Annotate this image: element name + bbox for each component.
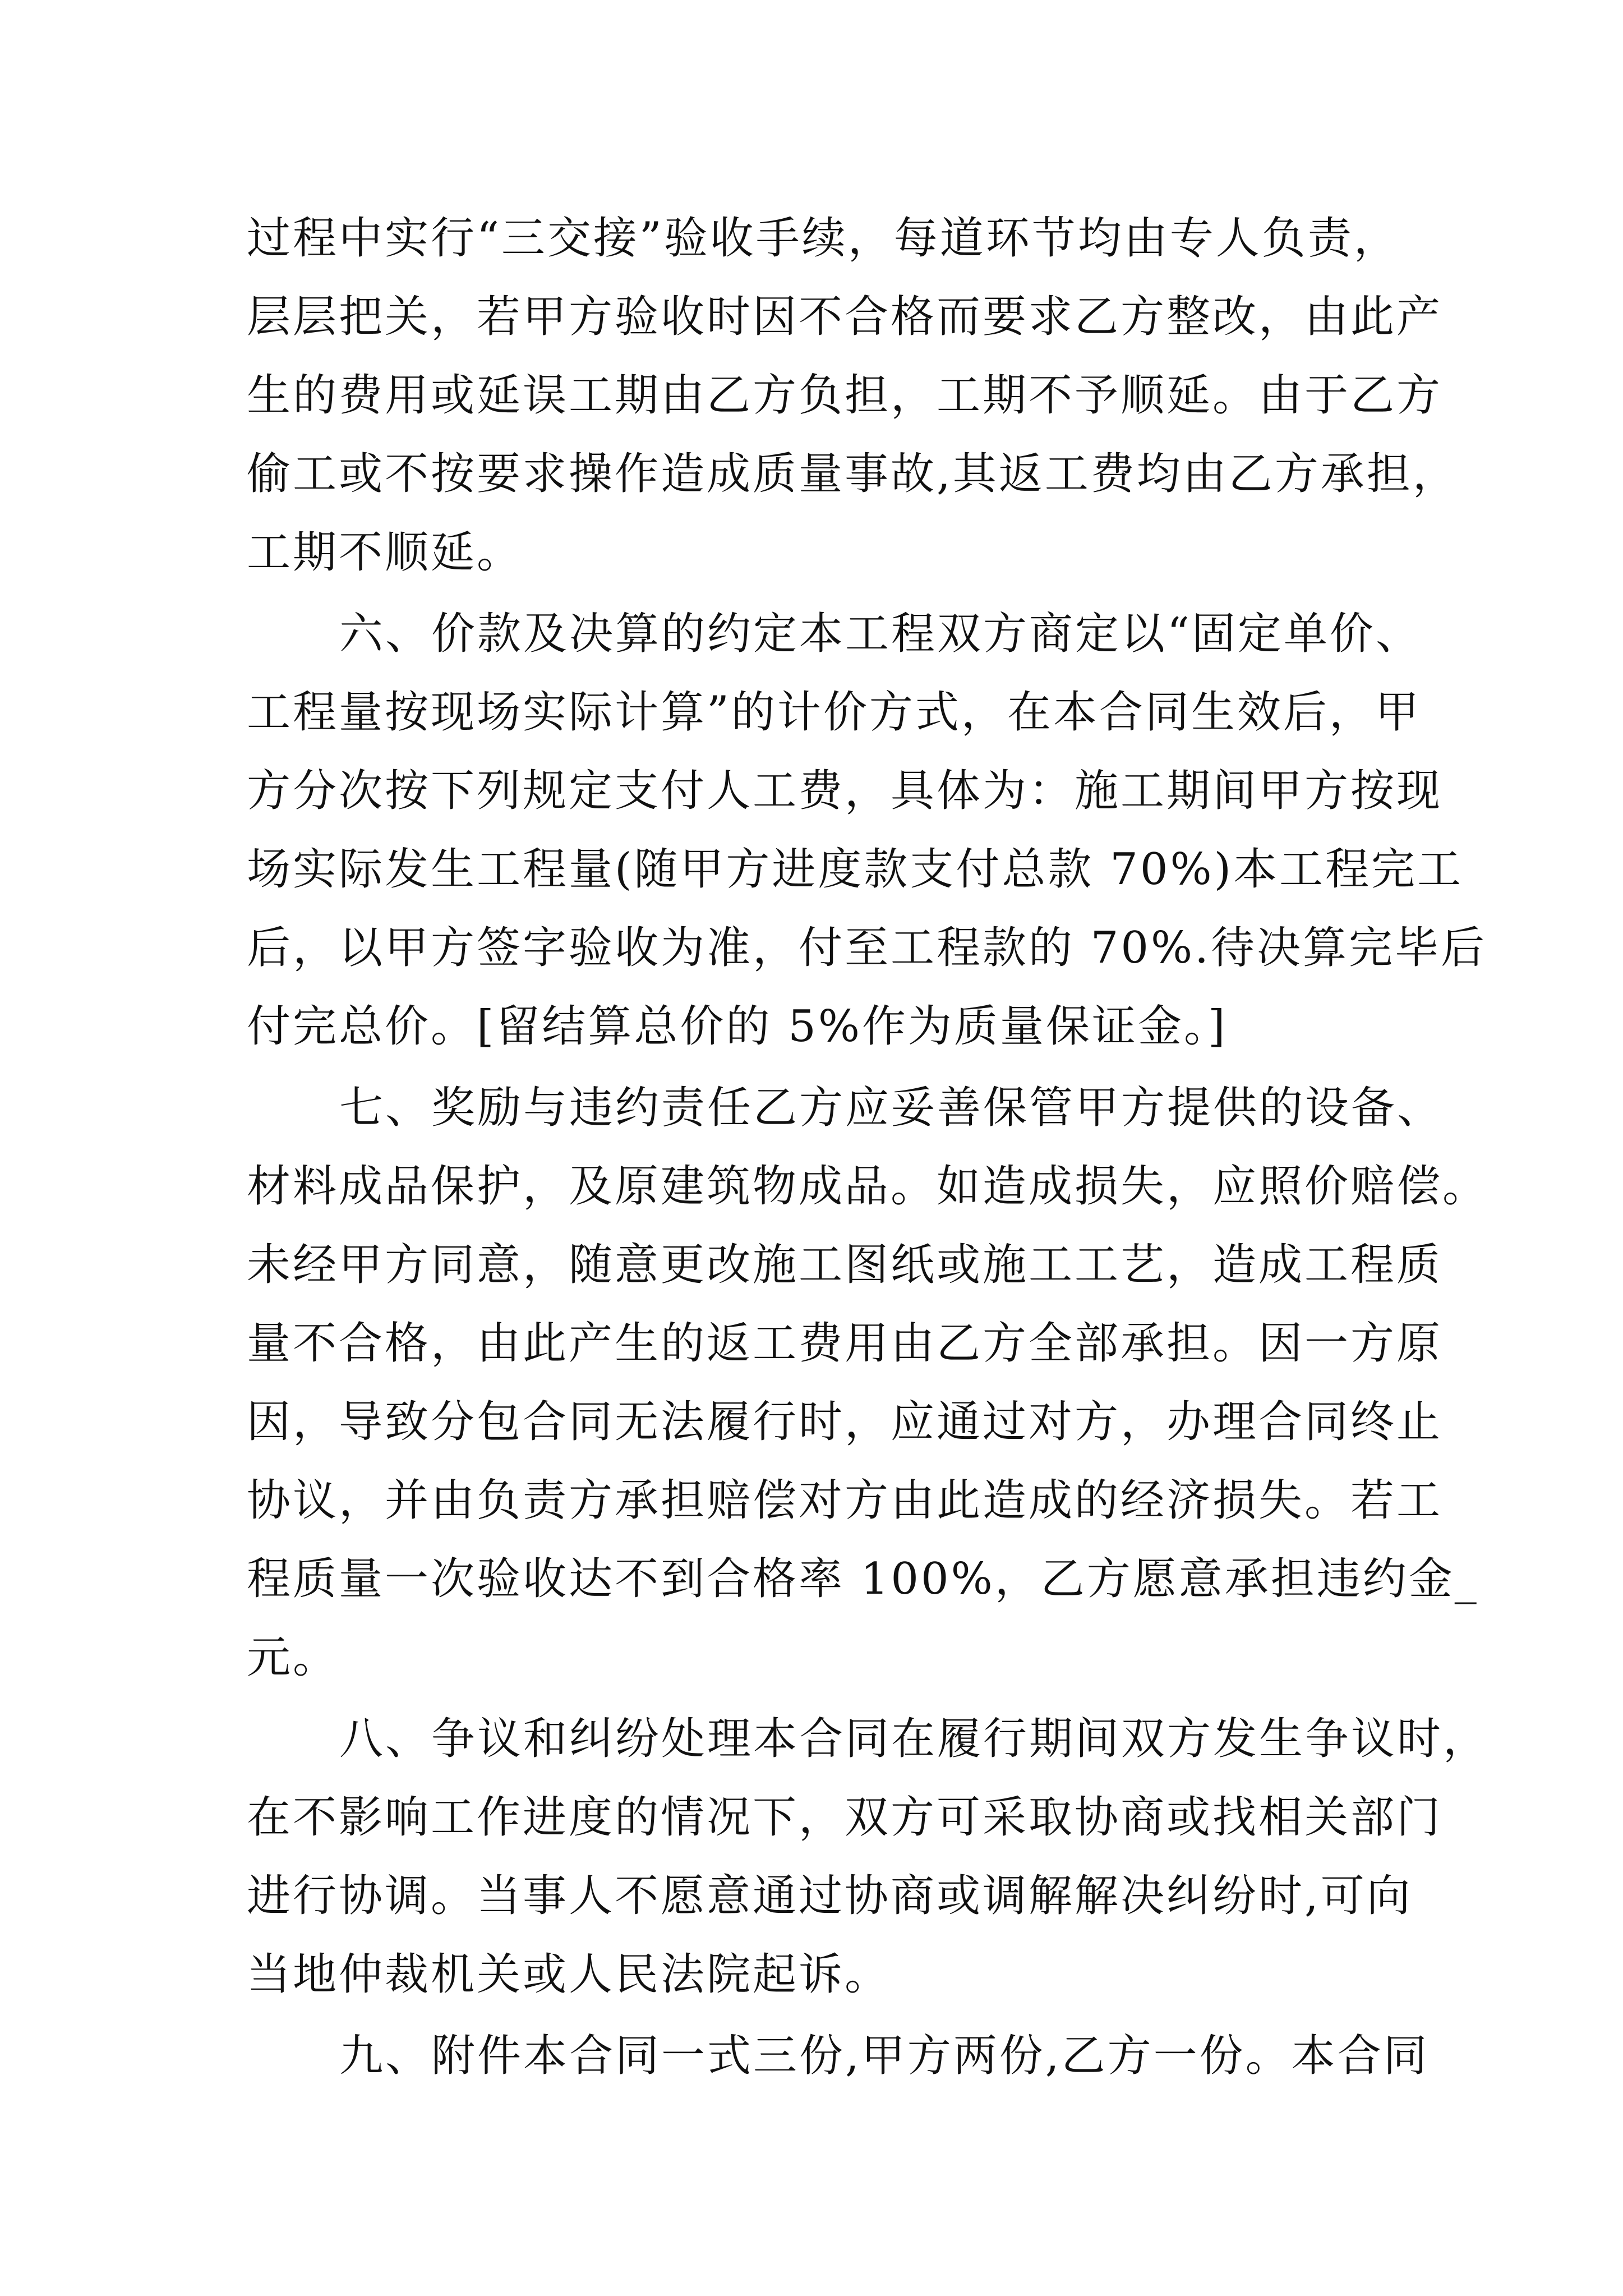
text-line: 在不影响工作进度的情况下，双方可采取协商或找相关部门 — [247, 1792, 1443, 1843]
text-line: 材料成品保护，及原建筑物成品。如造成损失，应照价赔偿。 — [247, 1161, 1489, 1212]
text-line: 未经甲方同意，随意更改施工图纸或施工工艺，造成工程质 — [247, 1240, 1443, 1290]
section-6-heading-line: 六、价款及决算的约定本工程双方商定以“固定单价、 — [339, 609, 1422, 659]
text-line: 元。 — [247, 1632, 339, 1683]
text-line: 层层把关，若甲方验收时因不合格而要求乙方整改，由此产 — [247, 292, 1443, 342]
text-line: 后，以甲方签字验收为准，付至工程款的 70%.待决算完毕后 — [247, 923, 1487, 973]
text-line: 因，导致分包合同无法履行时，应通过对方，办理合同终止 — [247, 1397, 1443, 1447]
text-line: 过程中实行“三交接”验收手续，每道环节均由专人负责， — [247, 213, 1400, 264]
text-line: 协议，并由负责方承担赔偿对方由此造成的经济损失。若工 — [247, 1475, 1443, 1526]
text-line: 量不合格，由此产生的返工费用由乙方全部承担。因一方原 — [247, 1318, 1443, 1369]
text-line: 付完总价。[留结算总价的 5%作为质量保证金。] — [247, 1001, 1228, 1052]
text-line: 进行协调。当事人不愿意通过协商或调解解决纠纷时,可向 — [247, 1871, 1413, 1921]
section-7-heading-line: 七、奖励与违约责任乙方应妥善保管甲方提供的设备、 — [339, 1083, 1444, 1133]
text-line: 方分次按下列规定支付人工费，具体为：施工期间甲方按现 — [247, 766, 1443, 816]
text-line: 程质量一次验收达不到合格率 100%，乙方愿意承担违约金_ — [247, 1554, 1479, 1604]
section-8-heading-line: 八、争议和纠纷处理本合同在履行期间双方发生争议时， — [339, 1714, 1490, 1764]
text-line: 当地仲裁机关或人民法院起诉。 — [247, 1949, 891, 2000]
text-line: 生的费用或延误工期由乙方负担，工期不予顺延。由于乙方 — [247, 370, 1443, 421]
text-line: 工程量按现场实际计算”的计价方式，在本合同生效后，甲 — [247, 687, 1421, 738]
section-9-heading-line: 九、附件本合同一式三份,甲方两份,乙方一份。本合同 — [339, 2031, 1430, 2081]
text-line: 场实际发生工程量(随甲方进度款支付总款 70%)本工程完工 — [247, 844, 1464, 895]
text-line: 工期不顺延。 — [247, 527, 523, 578]
text-line: 偷工或不按要求操作造成质量事故,其返工费均由乙方承担， — [247, 449, 1459, 499]
